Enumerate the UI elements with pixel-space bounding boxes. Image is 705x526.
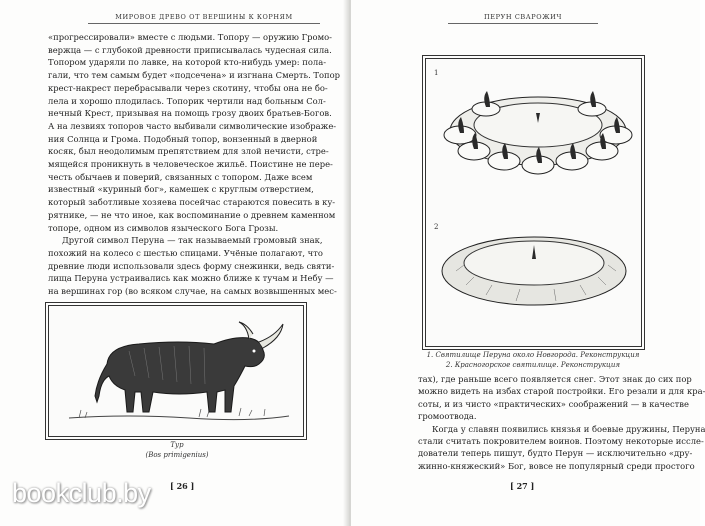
watermark-logo: bookclub.by (12, 478, 151, 508)
text-line: А на лезвиях топоров часто выбивали символические изображе- (48, 120, 337, 131)
text-line: громоотвода. (418, 411, 477, 422)
text-line: гали, что тем самым будет «подсечена» и изгнана Смерть. Топор (48, 70, 341, 81)
text-line: Топором ударяли по лавке, на которой кто-нибудь умер: пола- (48, 57, 327, 68)
caption-line: 1. Святилище Перуна около Новгорода. Реконструкция (426, 351, 640, 359)
text-line: Когда у славян появились князья и боевые дружины, Перуна (432, 423, 705, 434)
text-line: можно видеть на избах старой постройки. Его резали и для кра- (418, 386, 705, 397)
caption-line: 2. Красногорское святилище. Реконструкция (445, 361, 621, 369)
text-line: вержца — с глубокой древности приписывалась чудесная сила. (48, 44, 332, 55)
bull-illustration-frame (48, 305, 304, 437)
left-page (0, 0, 349, 526)
sanctuary-krasnogorsk (442, 237, 626, 305)
text-line: лела и хорошо плодилась. Топорик чертили над больным Сол- (48, 95, 326, 106)
text-line: жинно-княжеский» Бог, вовсе не популярный среди простого (418, 460, 695, 471)
text-line: соты, и из чисто «практических» соображений — в качестве (418, 398, 689, 409)
left-body-text (48, 31, 341, 298)
text-line: который заботливые хозяева посейчас стараются повесить в ку- (48, 197, 336, 208)
running-head-right: ПЕРУН СВАРОЖИЧ (448, 13, 598, 24)
running-head-left: МИРОВОЕ ДРЕВО ОТ ВЕРШИНЫ К КОРНЯМ (88, 13, 320, 24)
text-line: косяк, был неодолимым препятствием для злой нечисти, стре- (48, 146, 329, 157)
sanctuary-perun-novgorod (444, 91, 632, 174)
text-line: мящейся проникнуть в человеческое жильё. Поистине не пере- (48, 159, 333, 170)
text-line: на вершинах гор (во всяком случае, на самых возвышенных мес- (48, 286, 337, 297)
right-body-text (418, 373, 705, 472)
figure-number-2: 2 (434, 223, 439, 231)
text-line: рятнике, — не что иное, как воспоминание о древнем каменном (48, 209, 336, 220)
page-number-right: [ 27 ] (510, 481, 535, 491)
sanctuary-illustration (426, 59, 641, 346)
text-line: похожий на колесо с шестью спицами. Учёные полагают, что (48, 247, 323, 258)
bull-caption-title: Тур (170, 441, 184, 449)
page-number-left: [ 26 ] (170, 481, 195, 491)
bull-caption (48, 440, 306, 460)
text-line: честь обычаев и поверий, связанных с топором. Даже всем (48, 171, 313, 182)
text-line: тах), где раньше всего появляется снег. Этот знак до сих пор (418, 374, 692, 384)
text-line: древние люди использовали здесь форму снежинки, ведь святи- (48, 260, 335, 271)
text-line: топоре, одном из символов языческого Бога Грозы. (48, 222, 279, 233)
bull-caption-latin: (Bos primigenius) (145, 451, 209, 459)
text-line: дователи теперь пишут, будто Перун — исключительно «дру- (418, 448, 693, 459)
text-line: Другой символ Перуна — так называемый громовый знак, (62, 235, 323, 246)
text-line: стали считать покровителем воинов. Поэтому некоторые иссле- (418, 436, 704, 447)
sanctuary-illustration-frame (425, 58, 642, 347)
text-line: лища Перуна устраивались как можно ближе к тучам и Небу — (48, 273, 334, 284)
figure-number-1: 1 (434, 69, 439, 77)
text-line: известный «куриный бог», камешек с круглым отверстием, (48, 184, 314, 195)
sanctuary-caption (418, 350, 648, 370)
text-line: нечный Крест, призывая на помощь грозу двоих братьев-Богов. (48, 108, 332, 119)
text-line: крест-накрест перебрасывали через скотину, чтобы она не бо- (48, 82, 328, 93)
text-line: ния Солнца и Грома. Подобный топор, вонзенный в дверной (48, 133, 318, 144)
text-line: «прогрессировали» вместе с людьми. Топору — оружию Громо- (48, 32, 332, 42)
aurochs-illustration (49, 306, 303, 436)
